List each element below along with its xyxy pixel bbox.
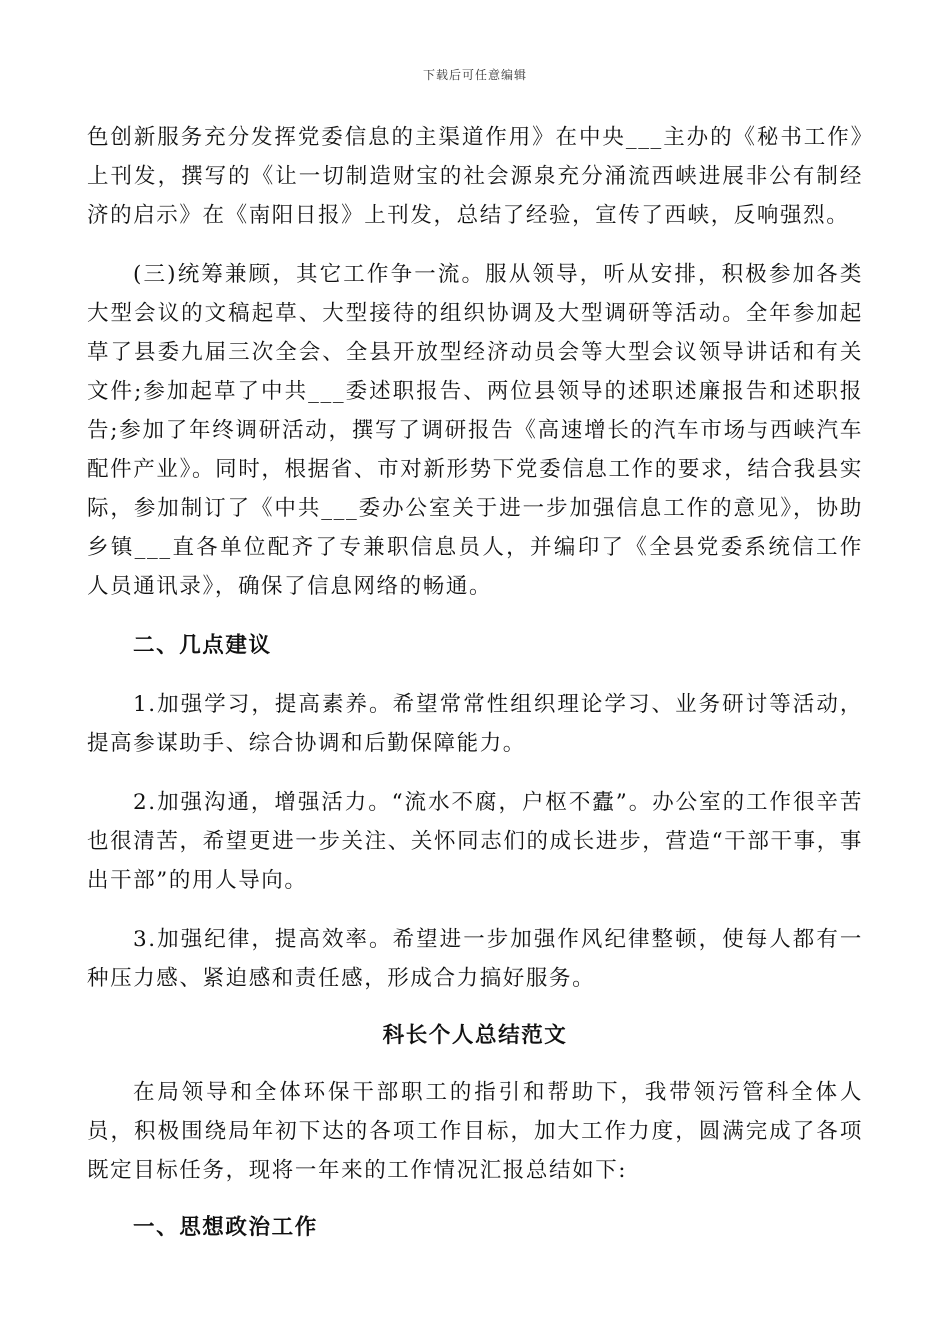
suggestion-1: 1.加强学习，提高素养。希望常常性组织理论学习、业务研讨等活动，提高参谋助手、综合协调和后勤保障能力。: [87, 692, 863, 756]
suggestion-2: 2.加强沟通，增强活力。“流水不腐，户枢不蠹”。办公室的工作很辛苦也很清苦，希望更进一步关注、关怀同志们的成长进步，营造“干部干事，事出干部”的用人导向。: [87, 790, 863, 893]
page-header: 下载后可任意编辑: [422, 68, 527, 82]
paragraph-item-3: (三)统筹兼顾，其它工作争一流。服从领导，听从安排，积极参加各类大型会议的文稿起草、大型接待的组织协调及大型调研等活动。全年参加起草了县委九届三次全会、全县开放型经济动员会等大型会议领导讲话和有关文件;参加起草了中共___委述职报告、两位县领导的述职述廉报告和述职报告;参加了年终调研活动，撰写了调研报告《高速增长的汽车市场与西峡汽车配件产业》。同时，根据省、市对新形势下党委信息工作的要求，结合我县实际，参加制订了《中共___委办公室关于进一步加强信息工作的意见》，协助乡镇___直各单位配齐了专兼职信息员人，并编印了《全县党委系统信工作人员通讯录》，确保了信息网络的畅通。: [87, 262, 863, 599]
intro-paragraph: 在局领导和全体环保干部职工的指引和帮助下，我带领污管科全体人员，积极围绕局年初下达的各项工作目标，加大工作力度，圆满完成了各项既定目标任务，现将一年来的工作情况汇报总结如下:: [87, 1080, 863, 1183]
paragraph-continuation: 色创新服务充分发挥党委信息的主渠道作用》在中央___主办的《秘书工作》上刊发，撰写的《让一切制造财宝的社会源泉充分涌流西峡进展非公有制经济的启示》在《南阳日报》上刊发，总结了经验，宣传了西峡，反响强烈。: [87, 125, 863, 228]
suggestion-3: 3.加强纪律，提高效率。希望进一步加强作风纪律整顿，使每人都有一种压力感、紧迫感和责任感，形成合力搞好服务。: [87, 927, 863, 991]
section-heading-suggestions: 二、几点建议: [133, 633, 272, 658]
body-text: [87, 118, 863, 1247]
document-title: 科长个人总结范文: [382, 1023, 568, 1048]
section-heading-ideology: 一、思想政治工作: [133, 1215, 318, 1240]
